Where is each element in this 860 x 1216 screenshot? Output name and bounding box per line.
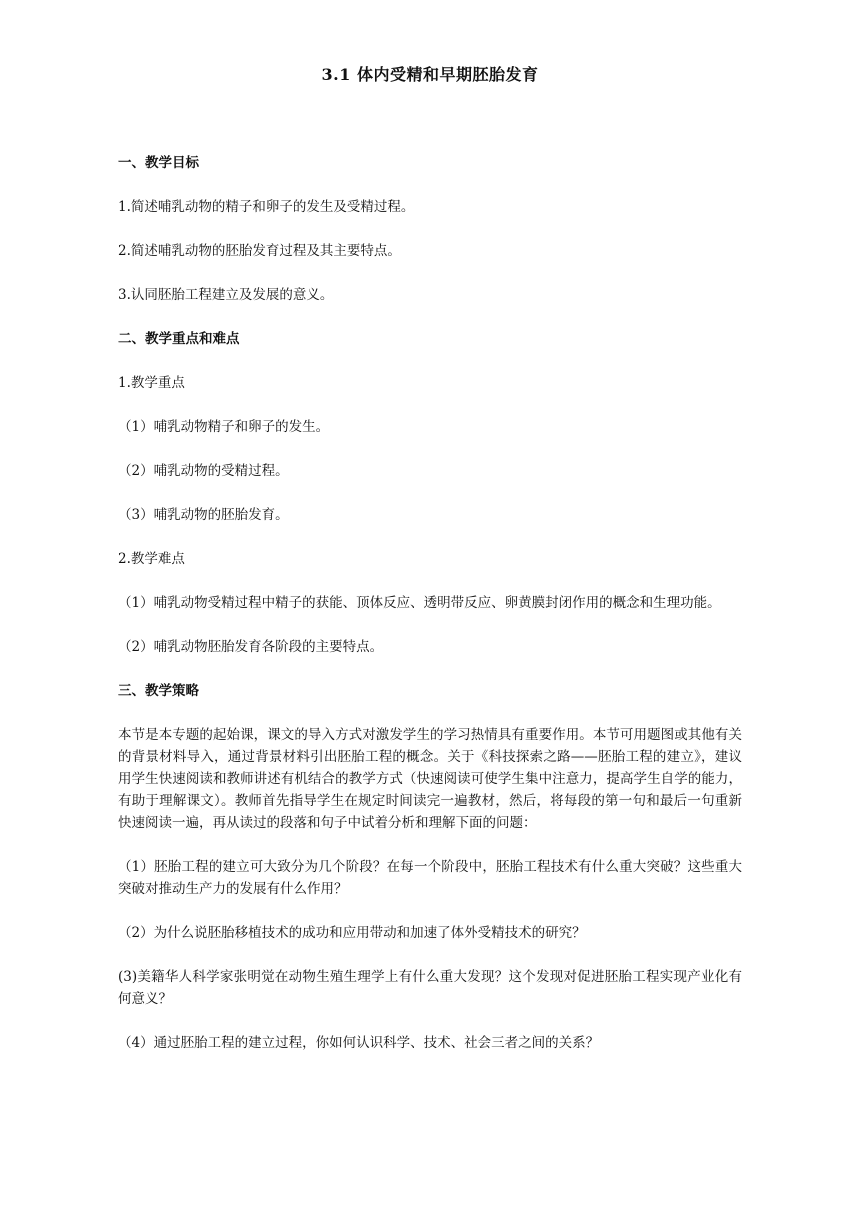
difficulty-item: （2）哺乳动物胚胎发育各阶段的主要特点。 xyxy=(118,639,384,655)
strategy-paragraph: 本节是本专题的起始课，课文的导入方式对激发学生的学习热情具有重要作用。本节可用题图或其他有关的背景材料导入，通过背景材料引出胚胎工程的概念。关于《科技探索之路——胚胎工程的建立》，建议用学生快速阅读和教师讲述有机结合的教学方式（快速阅读可使学生集中注意力，提高学生自学的能力，有助于理解课文）。教师首先指导学生在规定时间读完一遍教材，然后，将每段的第一句和最后一句重新快速阅读一遍，再从读过的段落和句子中试着分析和理解下面的问题： xyxy=(118,727,742,831)
key-points-label: 1.教学重点 xyxy=(118,375,185,391)
objective-item: 3.认同胚胎工程建立及发展的意义。 xyxy=(118,287,334,303)
section-heading-objectives: 一、教学目标 xyxy=(118,155,199,171)
strategy-question: (3)美籍华人科学家张明觉在动物生殖生理学上有什么重大发现？这个发现对促进胚胎工程实现产业化有何意义？ xyxy=(118,969,742,1007)
key-point-item: （1）哺乳动物精子和卵子的发生。 xyxy=(118,419,330,435)
page-title: 3.1 体内受精和早期胚胎发育 xyxy=(321,65,539,84)
key-point-item: （3）哺乳动物的胚胎发育。 xyxy=(118,507,289,523)
objective-item: 2.简述哺乳动物的胚胎发育过程及其主要特点。 xyxy=(118,243,401,259)
key-point-item: （2）哺乳动物的受精过程。 xyxy=(118,463,289,479)
section-heading-key-points: 二、教学重点和难点 xyxy=(118,331,240,347)
objective-item: 1.简述哺乳动物的精子和卵子的发生及受精过程。 xyxy=(118,199,415,215)
difficulties-label: 2.教学难点 xyxy=(118,551,185,567)
strategy-question: （2）为什么说胚胎移植技术的成功和应用带动和加速了体外受精技术的研究？ xyxy=(118,925,586,941)
difficulty-item: （1）哺乳动物受精过程中精子的获能、顶体反应、透明带反应、卵黄膜封闭作用的概念和生理功能。 xyxy=(118,595,721,611)
document-body xyxy=(118,152,742,1054)
strategy-question: （1）胚胎工程的建立可大致分为几个阶段？在每一个阶段中，胚胎工程技术有什么重大突破？这些重大突破对推动生产力的发展有什么作用？ xyxy=(118,859,742,897)
strategy-question: （4）通过胚胎工程的建立过程，你如何认识科学、技术、社会三者之间的关系？ xyxy=(118,1035,600,1051)
section-heading-strategy: 三、教学策略 xyxy=(118,683,199,699)
